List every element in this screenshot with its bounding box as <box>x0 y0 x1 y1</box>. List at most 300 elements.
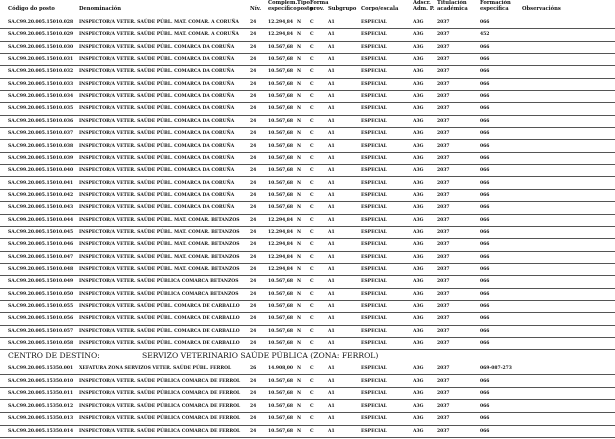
cell-adscricion: A3G <box>413 106 424 112</box>
cell-formacion: 066 <box>480 168 490 174</box>
table-row <box>0 16 615 29</box>
cell-nivel: 24 <box>250 242 257 248</box>
cell-adscricion: A3G <box>413 403 424 409</box>
cell-titulacion: 2037 <box>437 20 450 25</box>
cell-tipo: N <box>297 94 302 100</box>
cell-adscricion: A3G <box>413 254 424 260</box>
section-heading <box>0 350 615 362</box>
cell-tipo: N <box>297 217 302 223</box>
cell-titulacion: 2037 <box>437 155 450 161</box>
cell-forma: C <box>310 229 314 235</box>
cell-forma: C <box>310 69 314 75</box>
cell-subgrupo: A1 <box>328 217 335 223</box>
cell-formacion: 066 <box>480 180 490 186</box>
cell-nivel: 24 <box>250 192 257 198</box>
cell-nivel: 24 <box>250 378 257 384</box>
cell-titulacion: 2037 <box>437 81 450 87</box>
cell-subgrupo: A1 <box>328 168 335 174</box>
cell-codigo: SA.C99.20.005.15010.042 <box>8 192 74 198</box>
cell-nivel: 26 <box>250 366 257 371</box>
cell-tipo: N <box>297 341 302 347</box>
cell-corpo: ESPECIAL <box>361 341 387 347</box>
cell-tipo: N <box>297 391 302 397</box>
cell-subgrupo: A1 <box>328 81 335 87</box>
cell-formacion: 066 <box>480 267 490 272</box>
table-row <box>0 375 615 388</box>
cell-complemento: 10.567,68 <box>268 118 294 124</box>
cell-titulacion: 2037 <box>437 118 450 124</box>
cell-complemento: 10.567,68 <box>268 378 294 384</box>
cell-tipo: N <box>297 242 302 248</box>
cell-tipo: N <box>297 44 302 50</box>
table-row <box>0 53 615 66</box>
cell-adscricion: A3G <box>413 81 424 87</box>
header-formacion: Formación específica <box>480 0 511 12</box>
cell-corpo: ESPECIAL <box>361 279 387 285</box>
cell-denominacion: INSPECTOR/A VETER. SAÚDE PÚBL. MAT. COMAR. BETANZOS <box>79 242 240 248</box>
cell-nivel: 24 <box>250 416 257 422</box>
cell-subgrupo: A1 <box>328 131 335 137</box>
cell-nivel: 24 <box>250 391 257 397</box>
cell-nivel: 24 <box>250 205 257 211</box>
cell-corpo: ESPECIAL <box>361 229 387 235</box>
cell-nivel: 24 <box>250 304 257 310</box>
table-row <box>0 115 615 128</box>
cell-nivel: 24 <box>250 20 257 25</box>
cell-formacion: 066 <box>480 131 490 137</box>
cell-subgrupo: A1 <box>328 267 335 272</box>
cell-formacion: 066 <box>480 304 490 310</box>
table-row <box>0 65 615 78</box>
cell-denominacion: INSPECTOR/A VETER. SAÚDE PÚBL. COMARCA DA CORUÑA <box>79 168 235 174</box>
cell-denominacion: INSPECTOR/A VETER. SAÚDE PÚBL. MAT. COMAR. A CORUÑA <box>79 32 239 38</box>
cell-codigo: SA.C99.20.005.15010.037 <box>8 131 74 137</box>
cell-subgrupo: A1 <box>328 403 335 409</box>
cell-adscricion: A3G <box>413 366 424 371</box>
cell-complemento: 10.567,68 <box>268 192 294 198</box>
cell-titulacion: 2037 <box>437 279 450 285</box>
cell-formacion: 066 <box>480 378 490 384</box>
cell-formacion: 066 <box>480 155 490 161</box>
cell-denominacion: INSPECTOR/A VETER. SAÚDE PÚBLICA COMARCA BETANZOS <box>79 291 239 297</box>
cell-codigo: SA.C99.20.005.15010.034 <box>8 94 74 100</box>
cell-tipo: N <box>297 304 302 310</box>
cell-denominacion: INSPECTOR/A VETER. SAÚDE PÚBLICA COMARCA DE FERROL <box>79 416 241 422</box>
cell-formacion: 066 <box>480 44 490 50</box>
cell-codigo: SA.C99.20.005.15010.058 <box>8 341 74 347</box>
cell-codigo: SA.C99.20.005.15010.030 <box>8 44 74 50</box>
cell-nivel: 24 <box>250 217 257 223</box>
cell-tipo: N <box>297 205 302 211</box>
table-row <box>0 251 615 264</box>
cell-adscricion: A3G <box>413 304 424 310</box>
cell-corpo: ESPECIAL <box>361 267 387 272</box>
cell-nivel: 24 <box>250 279 257 285</box>
cell-adscricion: A3G <box>413 229 424 235</box>
cell-formacion: 069-087-273 <box>480 366 512 371</box>
cell-forma: C <box>310 291 314 297</box>
cell-denominacion: INSPECTOR/A VETER. SAÚDE PÚBL. MAT. COMAR. BETANZOS <box>79 254 240 260</box>
cell-corpo: ESPECIAL <box>361 378 387 384</box>
table-row <box>0 78 615 91</box>
cell-denominacion: INSPECTOR/A VETER. SAÚDE PÚBL. MAT. COMAR. A CORUÑA <box>79 20 239 25</box>
cell-corpo: ESPECIAL <box>361 143 387 149</box>
cell-complemento: 10.567,68 <box>268 316 294 322</box>
cell-nivel: 24 <box>250 155 257 161</box>
header-titulacion: Titulación académica <box>437 0 468 12</box>
cell-corpo: ESPECIAL <box>361 131 387 137</box>
cell-titulacion: 2037 <box>437 94 450 100</box>
table-row <box>0 400 615 413</box>
cell-codigo: SA.C99.20.005.15350.001 <box>8 366 74 371</box>
cell-nivel: 24 <box>250 118 257 124</box>
cell-forma: C <box>310 316 314 322</box>
cell-denominacion: INSPECTOR/A VETER. SAÚDE PÚBL. COMARCA DA CORUÑA <box>79 205 235 211</box>
cell-forma: C <box>310 155 314 161</box>
cell-titulacion: 2037 <box>437 32 450 38</box>
cell-denominacion: INSPECTOR/A VETER. SAÚDE PÚBL. COMARCA DA CORUÑA <box>79 44 235 50</box>
cell-codigo: SA.C99.20.005.15010.055 <box>8 304 74 310</box>
cell-adscricion: A3G <box>413 267 424 272</box>
cell-corpo: ESPECIAL <box>361 217 387 223</box>
cell-forma: C <box>310 366 314 371</box>
cell-nivel: 24 <box>250 229 257 235</box>
cell-corpo: ESPECIAL <box>361 316 387 322</box>
cell-corpo: ESPECIAL <box>361 366 387 371</box>
table-row <box>0 90 615 103</box>
cell-complemento: 10.567,68 <box>268 81 294 87</box>
table-row <box>0 238 615 251</box>
cell-corpo: ESPECIAL <box>361 254 387 260</box>
cell-adscricion: A3G <box>413 20 424 25</box>
cell-subgrupo: A1 <box>328 242 335 248</box>
cell-corpo: ESPECIAL <box>361 205 387 211</box>
cell-subgrupo: A1 <box>328 94 335 100</box>
cell-adscricion: A3G <box>413 57 424 63</box>
cell-nivel: 24 <box>250 316 257 322</box>
cell-tipo: N <box>297 378 302 384</box>
cell-adscricion: A3G <box>413 416 424 422</box>
cell-adscricion: A3G <box>413 341 424 347</box>
cell-titulacion: 2037 <box>437 391 450 397</box>
cell-formacion: 066 <box>480 403 490 409</box>
table-row <box>0 325 615 338</box>
cell-denominacion: INSPECTOR/A VETER. SAÚDE PÚBLICA COMARCA BETANZOS <box>79 279 239 285</box>
cell-codigo: SA.C99.20.005.15010.050 <box>8 291 74 297</box>
header-adscricion: Adscr. Adm. P. <box>413 0 435 12</box>
cell-complemento: 10.567,68 <box>268 403 294 409</box>
cell-forma: C <box>310 328 314 334</box>
cell-formacion: 066 <box>480 57 490 63</box>
cell-adscricion: A3G <box>413 242 424 248</box>
cell-codigo: SA.C99.20.005.15010.047 <box>8 254 74 260</box>
cell-codigo: SA.C99.20.005.15010.038 <box>8 143 74 149</box>
cell-codigo: SA.C99.20.005.15010.029 <box>8 32 74 38</box>
header-corpo: Corpo/escala <box>361 6 399 12</box>
cell-tipo: N <box>297 81 302 87</box>
table-row <box>0 140 615 153</box>
cell-complemento: 10.567,68 <box>268 341 294 347</box>
cell-forma: C <box>310 94 314 100</box>
table-row <box>0 189 615 202</box>
cell-codigo: SA.C99.20.005.15010.031 <box>8 57 74 63</box>
cell-titulacion: 2037 <box>437 341 450 347</box>
cell-nivel: 24 <box>250 168 257 174</box>
cell-denominacion: INSPECTOR/A VETER. SAÚDE PÚBL. COMARCA DA CORUÑA <box>79 192 235 198</box>
cell-subgrupo: A1 <box>328 328 335 334</box>
table-row <box>0 226 615 239</box>
cell-subgrupo: A1 <box>328 143 335 149</box>
table-row <box>0 28 615 41</box>
cell-subgrupo: A1 <box>328 429 335 434</box>
cell-tipo: N <box>297 366 302 371</box>
cell-codigo: SA.C99.20.005.15010.044 <box>8 217 74 223</box>
cell-forma: C <box>310 279 314 285</box>
cell-tipo: N <box>297 291 302 297</box>
cell-denominacion: INSPECTOR/A VETER. SAÚDE PÚBL. COMARCA DA CORUÑA <box>79 131 235 137</box>
cell-formacion: 066 <box>480 192 490 198</box>
cell-titulacion: 2037 <box>437 57 450 63</box>
cell-tipo: N <box>297 118 302 124</box>
cell-forma: C <box>310 118 314 124</box>
cell-subgrupo: A1 <box>328 118 335 124</box>
cell-formacion: 066 <box>480 106 490 112</box>
cell-subgrupo: A1 <box>328 192 335 198</box>
cell-subgrupo: A1 <box>328 378 335 384</box>
cell-formacion: 066 <box>480 217 490 223</box>
cell-complemento: 12.294,84 <box>268 229 294 235</box>
cell-subgrupo: A1 <box>328 316 335 322</box>
header-observacions: Observacións <box>522 6 561 12</box>
cell-complemento: 10.567,68 <box>268 328 294 334</box>
cell-adscricion: A3G <box>413 378 424 384</box>
cell-corpo: ESPECIAL <box>361 391 387 397</box>
cell-adscricion: A3G <box>413 192 424 198</box>
cell-subgrupo: A1 <box>328 229 335 235</box>
cell-complemento: 10.567,68 <box>268 168 294 174</box>
cell-tipo: N <box>297 69 302 75</box>
cell-titulacion: 2037 <box>437 168 450 174</box>
cell-forma: C <box>310 32 314 38</box>
cell-codigo: SA.C99.20.005.15350.011 <box>8 391 74 397</box>
cell-tipo: N <box>297 32 302 38</box>
cell-forma: C <box>310 20 314 25</box>
cell-corpo: ESPECIAL <box>361 180 387 186</box>
cell-subgrupo: A1 <box>328 366 335 371</box>
cell-codigo: SA.C99.20.005.15010.033 <box>8 81 74 87</box>
cell-forma: C <box>310 341 314 347</box>
cell-formacion: 066 <box>480 429 490 434</box>
cell-adscricion: A3G <box>413 205 424 211</box>
cell-denominacion: INSPECTOR/A VETER. SAÚDE PÚBL. COMARCA DE CARBALLO <box>79 304 240 310</box>
cell-nivel: 24 <box>250 57 257 63</box>
header-codigo: Código do posto <box>8 6 55 12</box>
section-label: CENTRO DE DESTINO: <box>8 351 100 360</box>
cell-complemento: 14.908,00 <box>268 366 294 371</box>
cell-forma: C <box>310 44 314 50</box>
cell-formacion: 066 <box>480 341 490 347</box>
cell-complemento: 10.567,68 <box>268 304 294 310</box>
cell-forma: C <box>310 143 314 149</box>
cell-complemento: 10.567,68 <box>268 391 294 397</box>
cell-formacion: 066 <box>480 391 490 397</box>
cell-complemento: 10.567,68 <box>268 106 294 112</box>
cell-corpo: ESPECIAL <box>361 168 387 174</box>
cell-nivel: 24 <box>250 106 257 112</box>
cell-complemento: 12.294,84 <box>268 217 294 223</box>
cell-complemento: 10.567,68 <box>268 279 294 285</box>
cell-codigo: SA.C99.20.005.15010.039 <box>8 155 74 161</box>
table-row <box>0 102 615 115</box>
cell-denominacion: INSPECTOR/A VETER. SAÚDE PÚBL. COMARCA DA CORUÑA <box>79 180 235 186</box>
table-row <box>0 425 615 438</box>
cell-complemento: 10.567,68 <box>268 291 294 297</box>
cell-denominacion: INSPECTOR/A VETER. SAÚDE PÚBL. COMARCA DA CORUÑA <box>79 69 235 75</box>
table-row <box>0 300 615 313</box>
cell-nivel: 24 <box>250 143 257 149</box>
table-row <box>0 201 615 214</box>
cell-denominacion: INSPECTOR/A VETER. SAÚDE PÚBLICA COMARCA DE FERROL <box>79 391 241 397</box>
header-tipo: Tipo posto <box>297 0 313 12</box>
cell-denominacion: INSPECTOR/A VETER. SAÚDE PÚBL. COMARCA DA CORUÑA <box>79 94 235 100</box>
cell-formacion: 066 <box>480 242 490 248</box>
cell-subgrupo: A1 <box>328 279 335 285</box>
cell-tipo: N <box>297 155 302 161</box>
cell-forma: C <box>310 131 314 137</box>
cell-denominacion: INSPECTOR/A VETER. SAÚDE PÚBL. COMARCA DA CORUÑA <box>79 81 235 87</box>
cell-nivel: 24 <box>250 254 257 260</box>
cell-nivel: 24 <box>250 328 257 334</box>
table-row <box>0 263 615 276</box>
table-row <box>0 312 615 325</box>
cell-titulacion: 2037 <box>437 192 450 198</box>
cell-corpo: ESPECIAL <box>361 94 387 100</box>
cell-adscricion: A3G <box>413 291 424 297</box>
cell-formacion: 066 <box>480 205 490 211</box>
cell-tipo: N <box>297 316 302 322</box>
cell-adscricion: A3G <box>413 143 424 149</box>
cell-denominacion: INSPECTOR/A VETER. SAÚDE PÚBL. COMARCA DA CORUÑA <box>79 143 235 149</box>
cell-tipo: N <box>297 328 302 334</box>
cell-nivel: 24 <box>250 341 257 347</box>
cell-denominacion: INSPECTOR/A VETER. SAÚDE PÚBLICA COMARCA DE FERROL <box>79 403 241 409</box>
cell-complemento: 12.294,84 <box>268 254 294 260</box>
cell-titulacion: 2037 <box>437 429 450 434</box>
cell-forma: C <box>310 378 314 384</box>
cell-tipo: N <box>297 131 302 137</box>
header-subgrupo: Subgrupo <box>328 6 357 12</box>
cell-denominacion: INSPECTOR/A VETER. SAÚDE PÚBL. COMARCA DA CORUÑA <box>79 57 235 63</box>
cell-forma: C <box>310 57 314 63</box>
cell-adscricion: A3G <box>413 328 424 334</box>
cell-forma: C <box>310 242 314 248</box>
cell-complemento: 10.567,68 <box>268 57 294 63</box>
cell-corpo: ESPECIAL <box>361 106 387 112</box>
cell-complemento: 10.567,68 <box>268 94 294 100</box>
cell-subgrupo: A1 <box>328 341 335 347</box>
cell-forma: C <box>310 304 314 310</box>
cell-codigo: SA.C99.20.005.15010.049 <box>8 279 74 285</box>
cell-corpo: ESPECIAL <box>361 416 387 422</box>
cell-formacion: 066 <box>480 416 490 422</box>
cell-titulacion: 2037 <box>437 217 450 223</box>
cell-corpo: ESPECIAL <box>361 403 387 409</box>
cell-nivel: 24 <box>250 267 257 272</box>
cell-subgrupo: A1 <box>328 391 335 397</box>
cell-tipo: N <box>297 168 302 174</box>
cell-subgrupo: A1 <box>328 416 335 422</box>
cell-corpo: ESPECIAL <box>361 20 387 25</box>
table-row <box>0 288 615 301</box>
cell-formacion: 066 <box>480 316 490 322</box>
cell-codigo: SA.C99.20.005.15010.035 <box>8 106 74 112</box>
cell-codigo: SA.C99.20.005.15350.010 <box>8 378 74 384</box>
cell-nivel: 24 <box>250 291 257 297</box>
cell-tipo: N <box>297 192 302 198</box>
cell-nivel: 24 <box>250 403 257 409</box>
table-row <box>0 337 615 350</box>
cell-titulacion: 2037 <box>437 205 450 211</box>
cell-tipo: N <box>297 180 302 186</box>
cell-denominacion: XEFATURA ZONA SERVIZOS VETER. SAÚDE PÚBL. FERROL <box>79 366 232 371</box>
cell-complemento: 10.567,68 <box>268 44 294 50</box>
cell-titulacion: 2037 <box>437 267 450 272</box>
cell-forma: C <box>310 267 314 272</box>
cell-denominacion: INSPECTOR/A VETER. SAÚDE PÚBL. MAT. COMAR. BETANZOS <box>79 267 240 272</box>
cell-adscricion: A3G <box>413 155 424 161</box>
cell-codigo: SA.C99.20.005.15010.041 <box>8 180 74 186</box>
table-row <box>0 387 615 400</box>
cell-nivel: 24 <box>250 94 257 100</box>
cell-formacion: 452 <box>480 32 490 38</box>
cell-adscricion: A3G <box>413 168 424 174</box>
cell-codigo: SA.C99.20.005.15350.013 <box>8 416 74 422</box>
cell-formacion: 066 <box>480 229 490 235</box>
cell-titulacion: 2037 <box>437 229 450 235</box>
cell-complemento: 10.567,68 <box>268 131 294 137</box>
cell-nivel: 24 <box>250 131 257 137</box>
cell-forma: C <box>310 106 314 112</box>
cell-subgrupo: A1 <box>328 69 335 75</box>
cell-corpo: ESPECIAL <box>361 291 387 297</box>
cell-titulacion: 2037 <box>437 316 450 322</box>
cell-subgrupo: A1 <box>328 20 335 25</box>
cell-formacion: 066 <box>480 254 490 260</box>
cell-complemento: 10.567,68 <box>268 180 294 186</box>
cell-nivel: 24 <box>250 44 257 50</box>
cell-corpo: ESPECIAL <box>361 155 387 161</box>
cell-complemento: 10.567,68 <box>268 429 294 434</box>
cell-titulacion: 2037 <box>437 180 450 186</box>
cell-tipo: N <box>297 106 302 112</box>
cell-subgrupo: A1 <box>328 180 335 186</box>
cell-subgrupo: A1 <box>328 254 335 260</box>
table-row <box>0 164 615 177</box>
cell-subgrupo: A1 <box>328 291 335 297</box>
cell-codigo: SA.C99.20.005.15010.056 <box>8 316 74 322</box>
cell-corpo: ESPECIAL <box>361 32 387 38</box>
cell-adscricion: A3G <box>413 217 424 223</box>
cell-forma: C <box>310 416 314 422</box>
cell-codigo: SA.C99.20.005.15010.046 <box>8 242 74 248</box>
cell-tipo: N <box>297 254 302 260</box>
cell-denominacion: INSPECTOR/A VETER. SAÚDE PÚBL. COMARCA DE CARBALLO <box>79 341 240 347</box>
cell-titulacion: 2037 <box>437 378 450 384</box>
cell-adscricion: A3G <box>413 32 424 38</box>
cell-formacion: 066 <box>480 328 490 334</box>
cell-tipo: N <box>297 229 302 235</box>
cell-formacion: 066 <box>480 143 490 149</box>
